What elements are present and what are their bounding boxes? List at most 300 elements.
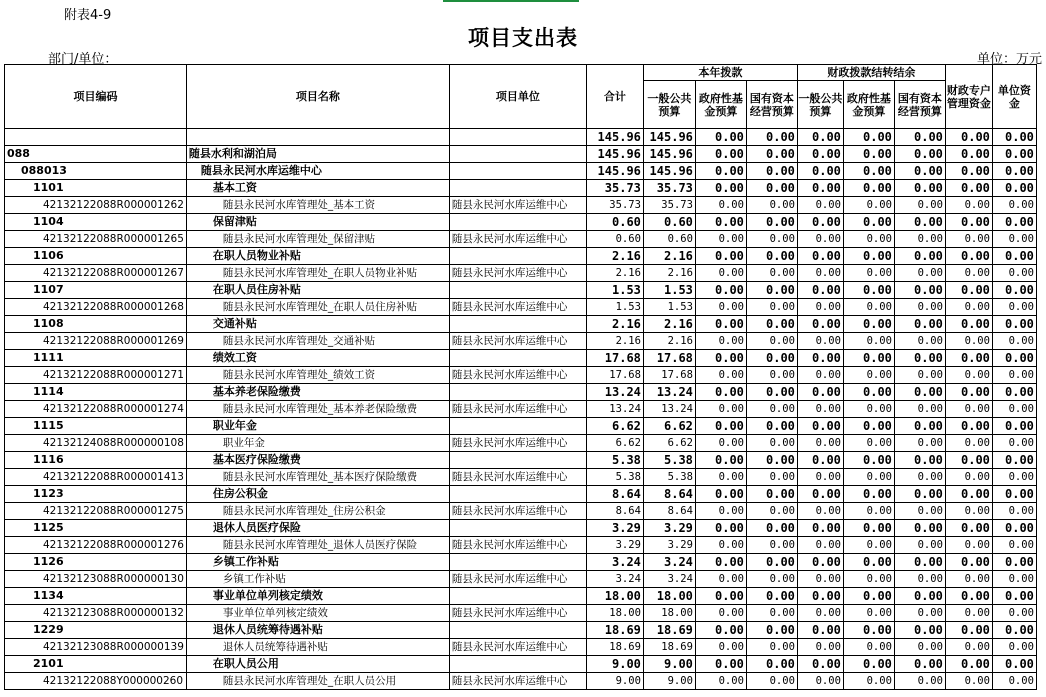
cell-cf[interactable]: 0.00 xyxy=(695,333,746,350)
cell-code[interactable]: 42132122088R000001268 xyxy=(5,299,187,316)
cell-kf[interactable]: 0.00 xyxy=(843,265,894,282)
cell-sp[interactable]: 0.00 xyxy=(945,673,992,690)
cell-code[interactable]: 42132122088R000001413 xyxy=(5,469,187,486)
cell-total[interactable]: 6.62 xyxy=(586,418,643,435)
cell-ks[interactable]: 0.00 xyxy=(894,146,945,163)
cell-ks[interactable]: 0.00 xyxy=(894,248,945,265)
cell-cf[interactable]: 0.00 xyxy=(695,622,746,639)
cell-ow[interactable]: 0.00 xyxy=(992,486,1036,503)
cell-name[interactable]: 保留津贴 xyxy=(186,214,449,231)
cell-ks[interactable]: 0.00 xyxy=(894,469,945,486)
cell-kg[interactable]: 0.00 xyxy=(797,571,843,588)
cell-ow[interactable]: 0.00 xyxy=(992,571,1036,588)
cell-cg[interactable]: 145.96 xyxy=(643,163,695,180)
cell-cs[interactable]: 0.00 xyxy=(746,452,797,469)
cell-ks[interactable]: 0.00 xyxy=(894,163,945,180)
cell-code[interactable]: 42132124088R000000108 xyxy=(5,435,187,452)
cell-cg[interactable]: 5.38 xyxy=(643,469,695,486)
cell-total[interactable]: 13.24 xyxy=(586,384,643,401)
cell-sp[interactable]: 0.00 xyxy=(945,588,992,605)
cell-ks[interactable]: 0.00 xyxy=(894,503,945,520)
cell-cf[interactable]: 0.00 xyxy=(695,231,746,248)
cell-name[interactable]: 随县永民河水库管理处_基本工资 xyxy=(186,197,449,214)
cell-cg[interactable]: 3.29 xyxy=(643,520,695,537)
cell-code[interactable]: 42132122088Y000000260 xyxy=(5,673,187,690)
cell-cf[interactable]: 0.00 xyxy=(695,282,746,299)
header-unit[interactable]: 项目单位 xyxy=(449,65,586,129)
table-row[interactable] xyxy=(5,435,1037,452)
cell-ow[interactable]: 0.00 xyxy=(992,605,1036,622)
cell-ow[interactable]: 0.00 xyxy=(992,333,1036,350)
table-row[interactable] xyxy=(5,656,1037,673)
header-current-general[interactable]: 一般公共预算 xyxy=(643,81,695,129)
cell-kg[interactable]: 0.00 xyxy=(797,299,843,316)
cell-code[interactable]: 42132122088R000001267 xyxy=(5,265,187,282)
cell-unit[interactable]: 随县永民河水库运维中心 xyxy=(449,673,586,690)
cell-total[interactable]: 13.24 xyxy=(586,401,643,418)
cell-ow[interactable]: 0.00 xyxy=(992,401,1036,418)
cell-unit[interactable] xyxy=(449,588,586,605)
cell-total[interactable]: 3.29 xyxy=(586,520,643,537)
cell-ow[interactable]: 0.00 xyxy=(992,554,1036,571)
cell-kg[interactable]: 0.00 xyxy=(797,265,843,282)
cell-total[interactable]: 145.96 xyxy=(586,129,643,146)
cell-name[interactable]: 基本医疗保险缴费 xyxy=(186,452,449,469)
cell-cg[interactable]: 17.68 xyxy=(643,350,695,367)
cell-cf[interactable]: 0.00 xyxy=(695,418,746,435)
cell-total[interactable]: 17.68 xyxy=(586,367,643,384)
cell-kg[interactable]: 0.00 xyxy=(797,180,843,197)
header-total[interactable]: 合计 xyxy=(586,65,643,129)
cell-kf[interactable]: 0.00 xyxy=(843,299,894,316)
cell-unit[interactable] xyxy=(449,486,586,503)
cell-ow[interactable]: 0.00 xyxy=(992,197,1036,214)
table-row[interactable] xyxy=(5,248,1037,265)
table-row[interactable] xyxy=(5,350,1037,367)
header-carry-state[interactable]: 国有资本经营预算 xyxy=(894,81,945,129)
cell-ks[interactable]: 0.00 xyxy=(894,214,945,231)
cell-code[interactable]: 1115 xyxy=(5,418,187,435)
cell-code[interactable]: 1114 xyxy=(5,384,187,401)
cell-cf[interactable]: 0.00 xyxy=(695,452,746,469)
cell-ow[interactable]: 0.00 xyxy=(992,452,1036,469)
cell-name[interactable]: 绩效工资 xyxy=(186,350,449,367)
cell-ks[interactable]: 0.00 xyxy=(894,282,945,299)
cell-cg[interactable]: 18.00 xyxy=(643,605,695,622)
cell-cs[interactable]: 0.00 xyxy=(746,656,797,673)
cell-kg[interactable]: 0.00 xyxy=(797,435,843,452)
cell-unit[interactable]: 随县永民河水库运维中心 xyxy=(449,265,586,282)
cell-code[interactable]: 42132122088R000001276 xyxy=(5,537,187,554)
cell-kg[interactable]: 0.00 xyxy=(797,520,843,537)
cell-kg[interactable]: 0.00 xyxy=(797,554,843,571)
cell-cg[interactable]: 2.16 xyxy=(643,248,695,265)
cell-cg[interactable]: 5.38 xyxy=(643,452,695,469)
cell-sp[interactable]: 0.00 xyxy=(945,503,992,520)
cell-kf[interactable]: 0.00 xyxy=(843,554,894,571)
cell-unit[interactable] xyxy=(449,520,586,537)
cell-name[interactable]: 随县永民河水库管理处_在职人员住房补贴 xyxy=(186,299,449,316)
cell-code[interactable]: 2101 xyxy=(5,656,187,673)
cell-cs[interactable]: 0.00 xyxy=(746,299,797,316)
cell-cg[interactable]: 145.96 xyxy=(643,129,695,146)
cell-cg[interactable]: 0.60 xyxy=(643,231,695,248)
cell-total[interactable]: 5.38 xyxy=(586,452,643,469)
cell-sp[interactable]: 0.00 xyxy=(945,350,992,367)
table-row[interactable] xyxy=(5,588,1037,605)
cell-unit[interactable]: 随县永民河水库运维中心 xyxy=(449,197,586,214)
cell-ow[interactable]: 0.00 xyxy=(992,656,1036,673)
cell-sp[interactable]: 0.00 xyxy=(945,418,992,435)
cell-sp[interactable]: 0.00 xyxy=(945,316,992,333)
cell-ow[interactable]: 0.00 xyxy=(992,282,1036,299)
cell-sp[interactable]: 0.00 xyxy=(945,146,992,163)
cell-cg[interactable]: 3.24 xyxy=(643,571,695,588)
cell-total[interactable]: 145.96 xyxy=(586,163,643,180)
cell-ow[interactable]: 0.00 xyxy=(992,537,1036,554)
cell-total[interactable]: 2.16 xyxy=(586,265,643,282)
cell-ks[interactable]: 0.00 xyxy=(894,571,945,588)
cell-unit[interactable] xyxy=(449,418,586,435)
cell-name[interactable]: 随县永民河水库运维中心 xyxy=(186,163,449,180)
cell-cg[interactable]: 0.60 xyxy=(643,214,695,231)
cell-code[interactable]: 1111 xyxy=(5,350,187,367)
table-row[interactable] xyxy=(5,639,1037,656)
cell-ks[interactable]: 0.00 xyxy=(894,435,945,452)
cell-cf[interactable]: 0.00 xyxy=(695,129,746,146)
cell-cg[interactable]: 8.64 xyxy=(643,503,695,520)
cell-cg[interactable]: 3.24 xyxy=(643,554,695,571)
cell-cf[interactable]: 0.00 xyxy=(695,299,746,316)
cell-cs[interactable]: 0.00 xyxy=(746,588,797,605)
table-row[interactable] xyxy=(5,197,1037,214)
table-row[interactable] xyxy=(5,316,1037,333)
cell-name[interactable]: 随县永民河水库管理处_退休人员医疗保险 xyxy=(186,537,449,554)
cell-name[interactable] xyxy=(186,129,449,146)
cell-cs[interactable]: 0.00 xyxy=(746,418,797,435)
cell-name[interactable]: 随县永民河水库管理处_绩效工资 xyxy=(186,367,449,384)
cell-total[interactable]: 3.29 xyxy=(586,537,643,554)
cell-ow[interactable]: 0.00 xyxy=(992,367,1036,384)
cell-cg[interactable]: 18.69 xyxy=(643,622,695,639)
cell-ks[interactable]: 0.00 xyxy=(894,418,945,435)
cell-total[interactable]: 9.00 xyxy=(586,656,643,673)
table-row[interactable] xyxy=(5,486,1037,503)
cell-total[interactable]: 35.73 xyxy=(586,197,643,214)
cell-unit[interactable]: 随县永民河水库运维中心 xyxy=(449,639,586,656)
header-name[interactable]: 项目名称 xyxy=(186,65,449,129)
cell-ow[interactable]: 0.00 xyxy=(992,350,1036,367)
cell-code[interactable]: 1134 xyxy=(5,588,187,605)
table-row[interactable] xyxy=(5,469,1037,486)
cell-unit[interactable]: 随县永民河水库运维中心 xyxy=(449,571,586,588)
cell-cg[interactable]: 3.29 xyxy=(643,537,695,554)
cell-cs[interactable]: 0.00 xyxy=(746,503,797,520)
cell-unit[interactable]: 随县永民河水库运维中心 xyxy=(449,435,586,452)
cell-cf[interactable]: 0.00 xyxy=(695,367,746,384)
cell-cs[interactable]: 0.00 xyxy=(746,180,797,197)
cell-unit[interactable] xyxy=(449,350,586,367)
cell-sp[interactable]: 0.00 xyxy=(945,605,992,622)
table-row[interactable] xyxy=(5,333,1037,350)
cell-kg[interactable]: 0.00 xyxy=(797,537,843,554)
cell-cf[interactable]: 0.00 xyxy=(695,384,746,401)
cell-cf[interactable]: 0.00 xyxy=(695,163,746,180)
cell-kg[interactable]: 0.00 xyxy=(797,367,843,384)
cell-cs[interactable]: 0.00 xyxy=(746,231,797,248)
table-row[interactable] xyxy=(5,265,1037,282)
cell-unit[interactable]: 随县永民河水库运维中心 xyxy=(449,469,586,486)
cell-ks[interactable]: 0.00 xyxy=(894,316,945,333)
cell-unit[interactable] xyxy=(449,163,586,180)
cell-name[interactable]: 在职人员公用 xyxy=(186,656,449,673)
cell-name[interactable]: 随县永民河水库管理处_基本医疗保险缴费 xyxy=(186,469,449,486)
cell-ks[interactable]: 0.00 xyxy=(894,401,945,418)
cell-kg[interactable]: 0.00 xyxy=(797,673,843,690)
table-row[interactable] xyxy=(5,537,1037,554)
cell-unit[interactable]: 随县永民河水库运维中心 xyxy=(449,605,586,622)
cell-cg[interactable]: 2.16 xyxy=(643,316,695,333)
cell-total[interactable]: 0.60 xyxy=(586,231,643,248)
cell-kf[interactable]: 0.00 xyxy=(843,316,894,333)
cell-code[interactable]: 1126 xyxy=(5,554,187,571)
cell-ow[interactable]: 0.00 xyxy=(992,639,1036,656)
cell-code[interactable]: 1101 xyxy=(5,180,187,197)
cell-kf[interactable]: 0.00 xyxy=(843,163,894,180)
cell-kf[interactable]: 0.00 xyxy=(843,197,894,214)
cell-ks[interactable]: 0.00 xyxy=(894,384,945,401)
cell-sp[interactable]: 0.00 xyxy=(945,486,992,503)
cell-kg[interactable]: 0.00 xyxy=(797,418,843,435)
cell-sp[interactable]: 0.00 xyxy=(945,401,992,418)
cell-ow[interactable]: 0.00 xyxy=(992,214,1036,231)
cell-kf[interactable]: 0.00 xyxy=(843,367,894,384)
cell-sp[interactable]: 0.00 xyxy=(945,435,992,452)
cell-unit[interactable] xyxy=(449,129,586,146)
cell-ks[interactable]: 0.00 xyxy=(894,656,945,673)
cell-name[interactable]: 在职人员物业补贴 xyxy=(186,248,449,265)
cell-ow[interactable]: 0.00 xyxy=(992,163,1036,180)
cell-name[interactable]: 随县永民河水库管理处_在职人员物业补贴 xyxy=(186,265,449,282)
cell-ks[interactable]: 0.00 xyxy=(894,605,945,622)
table-row[interactable] xyxy=(5,520,1037,537)
cell-total[interactable]: 3.24 xyxy=(586,571,643,588)
cell-ks[interactable]: 0.00 xyxy=(894,452,945,469)
cell-name[interactable]: 基本养老保险缴费 xyxy=(186,384,449,401)
cell-name[interactable]: 交通补贴 xyxy=(186,316,449,333)
cell-code[interactable] xyxy=(5,129,187,146)
cell-ow[interactable]: 0.00 xyxy=(992,384,1036,401)
cell-code[interactable]: 088013 xyxy=(5,163,187,180)
cell-cf[interactable]: 0.00 xyxy=(695,350,746,367)
cell-sp[interactable]: 0.00 xyxy=(945,367,992,384)
cell-cf[interactable]: 0.00 xyxy=(695,554,746,571)
cell-sp[interactable]: 0.00 xyxy=(945,129,992,146)
cell-sp[interactable]: 0.00 xyxy=(945,163,992,180)
cell-cg[interactable]: 145.96 xyxy=(643,146,695,163)
cell-cs[interactable]: 0.00 xyxy=(746,639,797,656)
cell-total[interactable]: 8.64 xyxy=(586,486,643,503)
cell-sp[interactable]: 0.00 xyxy=(945,248,992,265)
cell-cg[interactable]: 6.62 xyxy=(643,435,695,452)
cell-kf[interactable]: 0.00 xyxy=(843,622,894,639)
cell-code[interactable]: 42132122088R000001269 xyxy=(5,333,187,350)
cell-kf[interactable]: 0.00 xyxy=(843,248,894,265)
cell-unit[interactable]: 随县永民河水库运维中心 xyxy=(449,503,586,520)
header-special[interactable]: 财政专户管理资金 xyxy=(945,65,992,129)
cell-cf[interactable]: 0.00 xyxy=(695,146,746,163)
cell-cf[interactable]: 0.00 xyxy=(695,639,746,656)
cell-kg[interactable]: 0.00 xyxy=(797,605,843,622)
cell-kg[interactable]: 0.00 xyxy=(797,452,843,469)
cell-unit[interactable]: 随县永民河水库运维中心 xyxy=(449,537,586,554)
cell-total[interactable]: 6.62 xyxy=(586,435,643,452)
cell-name[interactable]: 随县永民河水库管理处_住房公积金 xyxy=(186,503,449,520)
table-row[interactable] xyxy=(5,384,1037,401)
cell-name[interactable]: 随县水利和湖泊局 xyxy=(186,146,449,163)
cell-cf[interactable]: 0.00 xyxy=(695,605,746,622)
cell-kf[interactable]: 0.00 xyxy=(843,384,894,401)
cell-name[interactable]: 退休人员医疗保险 xyxy=(186,520,449,537)
cell-cf[interactable]: 0.00 xyxy=(695,503,746,520)
cell-ow[interactable]: 0.00 xyxy=(992,469,1036,486)
cell-sp[interactable]: 0.00 xyxy=(945,554,992,571)
cell-unit[interactable] xyxy=(449,554,586,571)
cell-kf[interactable]: 0.00 xyxy=(843,350,894,367)
cell-code[interactable]: 42132122088R000001271 xyxy=(5,367,187,384)
table-row[interactable] xyxy=(5,214,1037,231)
cell-name[interactable]: 住房公积金 xyxy=(186,486,449,503)
header-own[interactable]: 单位资金 xyxy=(992,65,1036,129)
table-row[interactable] xyxy=(5,571,1037,588)
cell-kg[interactable]: 0.00 xyxy=(797,129,843,146)
header-code[interactable]: 项目编码 xyxy=(5,65,187,129)
cell-ks[interactable]: 0.00 xyxy=(894,554,945,571)
cell-kg[interactable]: 0.00 xyxy=(797,163,843,180)
cell-cf[interactable]: 0.00 xyxy=(695,435,746,452)
cell-cf[interactable]: 0.00 xyxy=(695,571,746,588)
table-row[interactable] xyxy=(5,129,1037,146)
cell-cs[interactable]: 0.00 xyxy=(746,554,797,571)
cell-code[interactable]: 42132123088R000000139 xyxy=(5,639,187,656)
cell-ow[interactable]: 0.00 xyxy=(992,503,1036,520)
cell-total[interactable]: 5.38 xyxy=(586,469,643,486)
cell-kf[interactable]: 0.00 xyxy=(843,486,894,503)
cell-cs[interactable]: 0.00 xyxy=(746,469,797,486)
cell-unit[interactable] xyxy=(449,452,586,469)
cell-kg[interactable]: 0.00 xyxy=(797,588,843,605)
cell-total[interactable]: 35.73 xyxy=(586,180,643,197)
table-row[interactable] xyxy=(5,673,1037,690)
cell-ow[interactable]: 0.00 xyxy=(992,231,1036,248)
cell-total[interactable]: 0.60 xyxy=(586,214,643,231)
cell-kf[interactable]: 0.00 xyxy=(843,588,894,605)
cell-cg[interactable]: 2.16 xyxy=(643,265,695,282)
cell-sp[interactable]: 0.00 xyxy=(945,520,992,537)
cell-sp[interactable]: 0.00 xyxy=(945,537,992,554)
cell-total[interactable]: 1.53 xyxy=(586,299,643,316)
cell-unit[interactable]: 随县永民河水库运维中心 xyxy=(449,401,586,418)
cell-sp[interactable]: 0.00 xyxy=(945,384,992,401)
table-row[interactable] xyxy=(5,299,1037,316)
cell-kg[interactable]: 0.00 xyxy=(797,214,843,231)
table-row[interactable] xyxy=(5,418,1037,435)
cell-kg[interactable]: 0.00 xyxy=(797,333,843,350)
cell-total[interactable]: 17.68 xyxy=(586,350,643,367)
cell-cf[interactable]: 0.00 xyxy=(695,656,746,673)
cell-sp[interactable]: 0.00 xyxy=(945,571,992,588)
cell-code[interactable]: 42132122088R000001274 xyxy=(5,401,187,418)
cell-name[interactable]: 在职人员住房补贴 xyxy=(186,282,449,299)
cell-kf[interactable]: 0.00 xyxy=(843,129,894,146)
cell-cs[interactable]: 0.00 xyxy=(746,146,797,163)
cell-code[interactable]: 42132123088R000000132 xyxy=(5,605,187,622)
table-row[interactable] xyxy=(5,622,1037,639)
cell-kf[interactable]: 0.00 xyxy=(843,401,894,418)
cell-kg[interactable]: 0.00 xyxy=(797,469,843,486)
cell-cg[interactable]: 6.62 xyxy=(643,418,695,435)
cell-sp[interactable]: 0.00 xyxy=(945,452,992,469)
cell-code[interactable]: 1108 xyxy=(5,316,187,333)
cell-kg[interactable]: 0.00 xyxy=(797,639,843,656)
cell-cs[interactable]: 0.00 xyxy=(746,520,797,537)
cell-ow[interactable]: 0.00 xyxy=(992,180,1036,197)
cell-kf[interactable]: 0.00 xyxy=(843,605,894,622)
cell-cf[interactable]: 0.00 xyxy=(695,316,746,333)
cell-unit[interactable] xyxy=(449,248,586,265)
cell-kg[interactable]: 0.00 xyxy=(797,503,843,520)
cell-sp[interactable]: 0.00 xyxy=(945,180,992,197)
cell-kf[interactable]: 0.00 xyxy=(843,537,894,554)
cell-sp[interactable]: 0.00 xyxy=(945,622,992,639)
cell-total[interactable]: 2.16 xyxy=(586,316,643,333)
cell-ow[interactable]: 0.00 xyxy=(992,622,1036,639)
table-row[interactable] xyxy=(5,180,1037,197)
cell-kf[interactable]: 0.00 xyxy=(843,214,894,231)
cell-total[interactable]: 1.53 xyxy=(586,282,643,299)
cell-cs[interactable]: 0.00 xyxy=(746,435,797,452)
cell-sp[interactable]: 0.00 xyxy=(945,333,992,350)
cell-code[interactable]: 42132123088R000000130 xyxy=(5,571,187,588)
table-row[interactable] xyxy=(5,146,1037,163)
cell-kg[interactable]: 0.00 xyxy=(797,231,843,248)
cell-ks[interactable]: 0.00 xyxy=(894,673,945,690)
cell-cs[interactable]: 0.00 xyxy=(746,214,797,231)
header-carry-fund[interactable]: 政府性基金预算 xyxy=(843,81,894,129)
cell-cf[interactable]: 0.00 xyxy=(695,486,746,503)
cell-cg[interactable]: 35.73 xyxy=(643,180,695,197)
cell-name[interactable]: 基本工资 xyxy=(186,180,449,197)
cell-code[interactable]: 1116 xyxy=(5,452,187,469)
cell-ow[interactable]: 0.00 xyxy=(992,520,1036,537)
cell-ks[interactable]: 0.00 xyxy=(894,129,945,146)
table-row[interactable] xyxy=(5,163,1037,180)
cell-cs[interactable]: 0.00 xyxy=(746,622,797,639)
cell-code[interactable]: 1123 xyxy=(5,486,187,503)
cell-code[interactable]: 42132122088R000001262 xyxy=(5,197,187,214)
cell-unit[interactable] xyxy=(449,316,586,333)
cell-cs[interactable]: 0.00 xyxy=(746,384,797,401)
cell-cs[interactable]: 0.00 xyxy=(746,333,797,350)
cell-name[interactable]: 事业单位单列核定绩效 xyxy=(186,605,449,622)
cell-name[interactable]: 随县永民河水库管理处_保留津贴 xyxy=(186,231,449,248)
cell-cg[interactable]: 17.68 xyxy=(643,367,695,384)
cell-unit[interactable]: 随县永民河水库运维中心 xyxy=(449,231,586,248)
cell-cf[interactable]: 0.00 xyxy=(695,197,746,214)
cell-unit[interactable] xyxy=(449,384,586,401)
cell-total[interactable]: 2.16 xyxy=(586,333,643,350)
cell-kf[interactable]: 0.00 xyxy=(843,180,894,197)
